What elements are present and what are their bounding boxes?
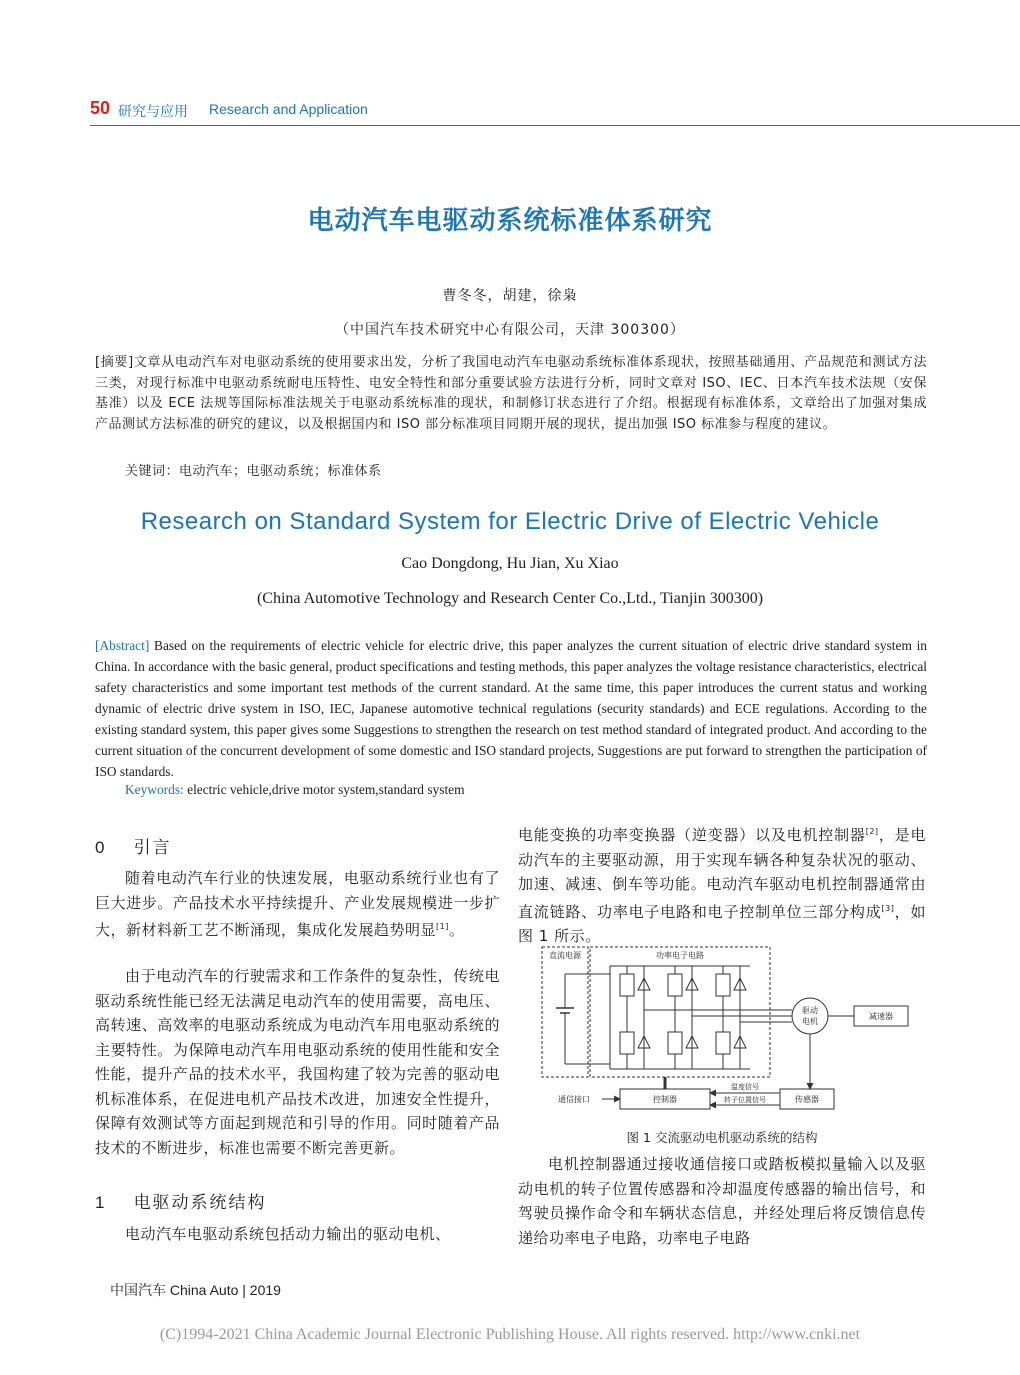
abstract-en-label: [Abstract] [95, 638, 150, 653]
abstract-en [95, 635, 927, 782]
section1-paragraph-2: 电机控制器通过接收通信接口或踏板模拟量输入以及驱动电机的转子位置传感器和冷却温度传感器的输出信号，和驾驶员操作命令和车辆状态信息，并经处理后将反馈信息传递给功率电子电路，功率电子电路 [518, 1155, 926, 1247]
abstract-en-text: Based on the requirements of electric vehicle for electric drive, this paper analyzes the current situation of electric drive standard system in China. In accordance with the basic general, product specifications and testing methods, this paper analyzes the voltage resistance characteristics, electrical safety characteristics and some important test methods of the current standard. At the same time, this paper introduces the current status and working dynamic of electric drive system in ISO, IEC, Japanese automotive technical regulations (security standards) and ECE regulations. According to the existing standard system, this paper gives some Suggestions to strengthen the research on test method standard of integrated product. And according to the current situation of the concurrent development of some domestic and ISO standard projects, Suggestions are put forward to strengthen the participation of ISO standards. [95, 638, 927, 779]
citation-2: [2] [865, 827, 879, 836]
rotor-signal-label: 转子位置信号 [724, 1096, 766, 1104]
section1-paragraph-1-start: 电动汽车电驱动系统包括动力输出的驱动电机、 [125, 1225, 451, 1243]
section1-p1-part-a: 电能变换的功率变换器（逆变器）以及电机控制器 [518, 826, 866, 844]
figure-1 [540, 944, 920, 1120]
section0-heading [95, 833, 172, 858]
section-header-cn: 研究与应用 [118, 104, 188, 120]
dc-power-label: 直流电源 [549, 951, 581, 960]
keywords-en-text: electric vehicle,drive motor system,standard system [187, 782, 465, 797]
authors-cn: 曹冬冬，胡建，徐枭 [442, 288, 578, 304]
section1-paragraph-1-cont [518, 820, 926, 949]
figure-1-caption: 图 1 交流驱动电机驱动系统的结构 [626, 1130, 818, 1145]
motor-circle [792, 998, 828, 1034]
abstract-cn: [摘要]文章从电动汽车对电驱动系统的使用要求出发，分析了我国电动汽车电驱动系统标准体系现状，按照基础通用、产品规范和测试方法三类，对现行标准中电驱动系统耐电压特性、电安全特性和部分重要试验方法进行分析，同时文章对 ISO、IEC、日本汽车技术法规（安保基准）以及 ECE 法规等国际标准法规关于电驱动系统标准的现状，和制修订状态进行了介绍。根据现有标准体系，文章给出了加强对集成产品测试方法标准的研究的建议，以及根据国内和 ISO 部分标准项目同期开展的现状，提出加强 ISO 标准参与程度的建议。 [95, 355, 927, 432]
paper-title-cn: 电动汽车电驱动系统标准体系研究 [307, 206, 713, 236]
authors-en: Cao Dongdong, Hu Jian, Xu Xiao [401, 555, 619, 572]
section1-title: 电驱动系统结构 [133, 1193, 267, 1213]
temp-signal-label: 温度信号 [731, 1083, 759, 1091]
section-header-en: Research and Application [209, 101, 368, 117]
section0-p1-text: 随着电动汽车行业的快速发展，电驱动系统行业也有了巨大进步。产品技术水平持续提升、产业发展规模进一步扩大，新材料新工艺不断涌现，集成化发展趋势明显 [95, 869, 500, 939]
reducer-label: 减速器 [869, 1012, 893, 1021]
paper-title-en: Research on Standard System for Electric Drive of Electric Vehicle [140, 508, 880, 535]
page-number: 50 [90, 98, 111, 118]
section1-heading [95, 1188, 267, 1213]
header-divider [90, 125, 1020, 126]
section0-title: 引言 [133, 838, 172, 858]
controller-label: 控制器 [653, 1095, 677, 1104]
citation-3: [3] [881, 903, 895, 913]
section1-p1-part-c: ，如图 1 所示。 [518, 902, 926, 945]
section1-number: 1 [95, 1193, 105, 1212]
section0-number: 0 [95, 838, 105, 857]
section0-paragraph-2: 由于电动汽车的行驶需求和工作条件的复杂性，传统电驱动系统性能已经无法满足电动汽车的使用需要，高电压、高转速、高效率的电驱动系统成为电动汽车用电驱动系统的主要特性。为保障电动汽车用电驱动系统的使用性能和安全性能，提升产品的技术水平，我国构建了较为完善的驱动电机标准体系，在促进电机产品技术改进，加速安全性提升，保障有效测试等方面起到规范和引导的作用。同时随着产品技术的不断进步，标准也需要不断完善更新。 [95, 967, 500, 1157]
section0-p1-end: 。 [448, 921, 465, 939]
affiliation-en: (China Automotive Technology and Research Center Co.,Ltd., Tianjin 300300) [256, 590, 764, 607]
section0-paragraph-1 [95, 866, 500, 943]
copyright-notice: (C)1994-2021 China Academic Journal Electronic Publishing House. All rights reserved. http://www.cnki.net [159, 1326, 861, 1343]
sensor-label: 传感器 [795, 1095, 819, 1104]
citation-1: [1] [436, 922, 449, 931]
keywords-cn: 关键词：电动汽车；电驱动系统；标准体系 [125, 464, 382, 479]
section1-p1-part-b: ，是电动汽车的主要驱动源，用于实现车辆各种复杂状况的驱动、加速、减速、倒车等功能。电动汽车驱动电机控制器通常由直流链路、功率电子电路和电子控制单位三部分构成 [518, 826, 926, 921]
drive-system-diagram [540, 944, 920, 1120]
journal-footer: 中国汽车 China Auto | 2019 [110, 1282, 281, 1298]
motor-label-1: 驱动 [802, 1006, 818, 1015]
comm-interface-label: 通信接口 [558, 1095, 590, 1104]
keywords-en [125, 782, 465, 798]
motor-label-2: 电机 [802, 1017, 818, 1026]
keywords-en-label: Keywords: [125, 782, 184, 797]
power-circuit-label: 功率电子电路 [656, 951, 704, 960]
affiliation-cn: （中国汽车技术研究中心有限公司，天津 300300） [335, 322, 685, 338]
